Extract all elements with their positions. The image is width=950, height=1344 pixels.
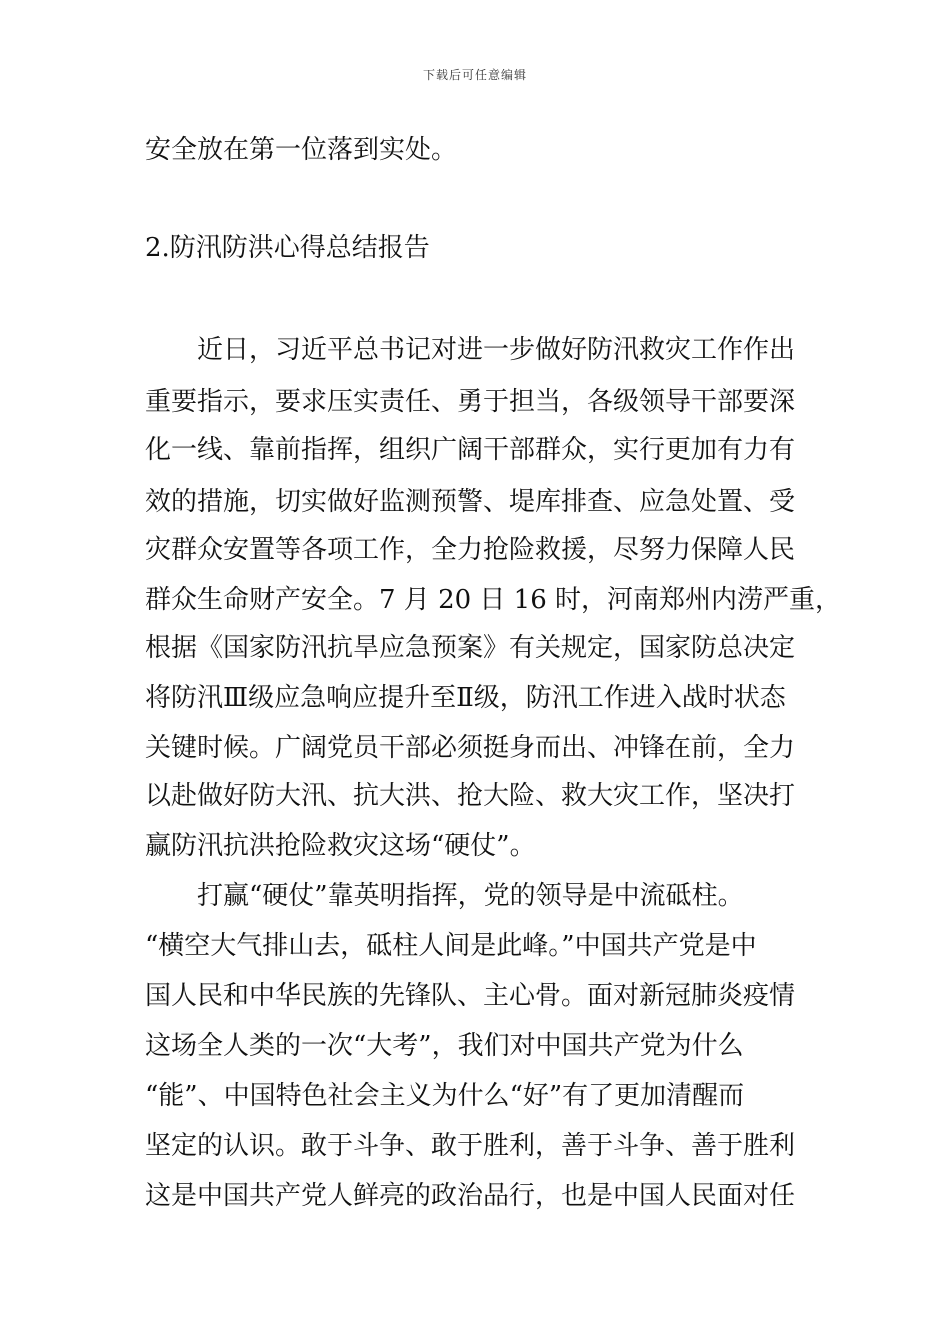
paragraph-line: 关键时候。广阔党员干部必须挺身而出、冲锋在前，全力 bbox=[145, 733, 796, 763]
section-heading: 2.防汛防洪心得总结报告 bbox=[145, 233, 430, 263]
paragraph-line: 重要指示，要求压实责任、勇于担当，各级领导干部要深 bbox=[145, 387, 796, 417]
paragraph-line: 化一线、靠前指挥，组织广阔干部群众，实行更加有力有 bbox=[145, 435, 796, 465]
paragraph-line: 这是中国共产党人鲜亮的政治品行，也是中国人民面对任 bbox=[145, 1181, 796, 1211]
paragraph-line: 打赢“硬仗”靠英明指挥，党的领导是中流砥柱。 bbox=[145, 881, 744, 911]
paragraph-line: 将防汛Ⅲ级应急响应提升至Ⅱ级，防汛工作进入战时状态 bbox=[145, 683, 786, 713]
paragraph-line: 灾群众安置等各项工作，全力抢险救援，尽努力保障人民 bbox=[145, 535, 796, 565]
paragraph-line: 根据《国家防汛抗旱应急预案》有关规定，国家防总决定 bbox=[145, 633, 796, 663]
paragraph-line: 赢防汛抗洪抢险救灾这场“硬仗”。 bbox=[145, 831, 536, 861]
paragraph-line: “能”、中国特色社会主义为什么“好”有了更加清醒而 bbox=[145, 1081, 745, 1111]
page-header: 下载后可任意编辑 bbox=[422, 68, 527, 82]
paragraph-line: 群众生命财产安全。7 月 20 日 16 时，河南郑州内涝严重， bbox=[145, 585, 842, 615]
paragraph-line: 近日，习近平总书记对进一步做好防汛救灾工作作出 bbox=[145, 335, 796, 365]
paragraph-line: 坚定的认识。敢于斗争、敢于胜利，善于斗争、善于胜利 bbox=[145, 1131, 796, 1161]
paragraph-line: 安全放在第一位落到实处。 bbox=[145, 135, 458, 165]
paragraph-line: “横空大气排山去，砥柱人间是此峰。”中国共产党是中 bbox=[145, 931, 757, 961]
paragraph-line: 这场全人类的一次“大考”，我们对中国共产党为什么 bbox=[145, 1031, 744, 1061]
paragraph-line: 效的措施，切实做好监测预警、堤库排查、应急处置、受 bbox=[145, 487, 796, 517]
paragraph-line: 国人民和中华民族的先锋队、主心骨。面对新冠肺炎疫情 bbox=[145, 981, 796, 1011]
paragraph-line: 以赴做好防大汛、抗大洪、抢大险、救大灾工作，坚决打 bbox=[145, 781, 796, 811]
